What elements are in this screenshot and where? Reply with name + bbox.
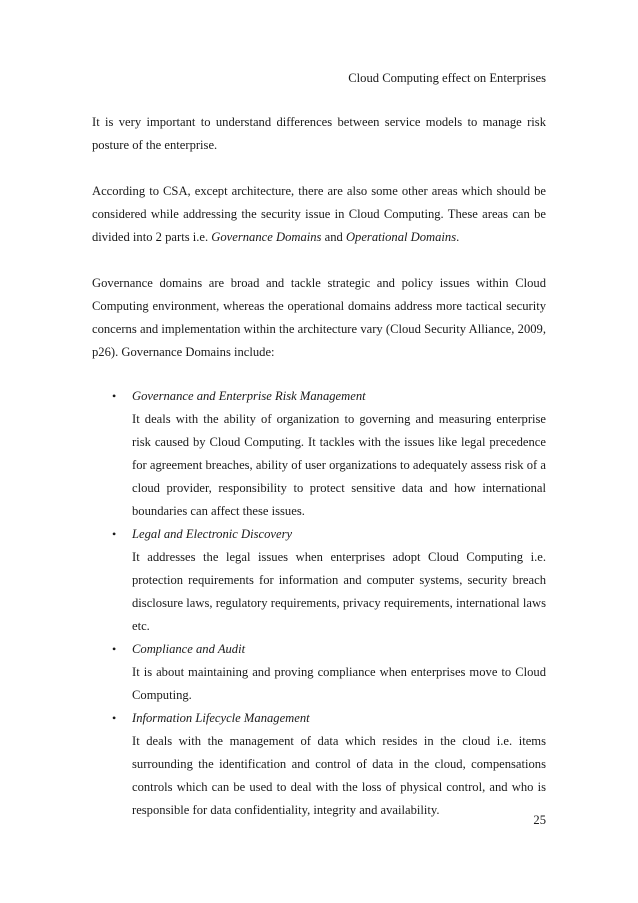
list-item-description: It deals with the ability of organization to governing and measuring enterprise risk caused by Cloud Computing. It tackles with the issues like legal precedence for agreement breaches, ability of user organizations to adequately assess risk of a cloud provider, responsibility to protect sensitive data and how international boundaries can affect these issues. bbox=[132, 412, 546, 518]
list-item-title: Legal and Electronic Discovery bbox=[132, 527, 293, 541]
paragraph-csa-areas-end: . bbox=[456, 230, 460, 244]
list-item-title: Compliance and Audit bbox=[132, 642, 246, 656]
paragraph-service-models: It is very important to understand differences between service models to manage risk posture of the enterprise. bbox=[92, 115, 546, 152]
list-item-title: Governance and Enterprise Risk Management bbox=[132, 389, 366, 403]
list-item-description: It deals with the management of data which resides in the cloud i.e. items surrounding the identification and control of data in the cloud, compensations controls which can be used to deal with the loss of physical control, and who is responsible for data confidentiality, integrity and availability. bbox=[132, 734, 546, 817]
term-operational-domains: Operational Domains bbox=[345, 230, 457, 244]
list-item-description: It is about maintaining and proving compliance when enterprises move to Cloud Computing. bbox=[132, 665, 546, 702]
list-item-legal-discovery bbox=[92, 523, 546, 638]
paragraph-csa-areas bbox=[92, 180, 546, 249]
bullet-icon: • bbox=[112, 527, 117, 541]
list-item-governance-risk bbox=[92, 385, 546, 523]
list-item-title: Information Lifecycle Management bbox=[132, 711, 310, 725]
term-governance-domains: Governance Domains bbox=[211, 230, 322, 244]
governance-domains-list bbox=[92, 385, 546, 822]
list-item-compliance-audit bbox=[92, 638, 546, 707]
running-header: Cloud Computing effect on Enterprises bbox=[348, 71, 546, 85]
list-item-information-lifecycle bbox=[92, 707, 546, 822]
bullet-icon: • bbox=[112, 711, 117, 725]
paragraph-csa-areas-text: According to CSA, except architecture, there are also some other areas which should be considered while addressing the security issue in Cloud Computing. These areas can be divided into 2 parts i.e. bbox=[92, 184, 546, 244]
page-number: 25 bbox=[533, 813, 546, 827]
paragraph-governance-domains: Governance domains are broad and tackle strategic and policy issues within Cloud Computing environment, whereas the operational domains address more tactical security concerns and implementation within the architecture vary (Cloud Security Alliance, 2009, p26). Governance Domains include: bbox=[92, 276, 546, 359]
body-text bbox=[92, 111, 546, 822]
list-item-description: It addresses the legal issues when enterprises adopt Cloud Computing i.e. protection requirements for information and computer systems, security breach disclosure laws, regulatory requirements, privacy requirements, international laws etc. bbox=[132, 550, 546, 633]
bullet-icon: • bbox=[112, 389, 117, 403]
paragraph-csa-areas-and: and bbox=[321, 230, 346, 244]
bullet-icon: • bbox=[112, 642, 117, 656]
